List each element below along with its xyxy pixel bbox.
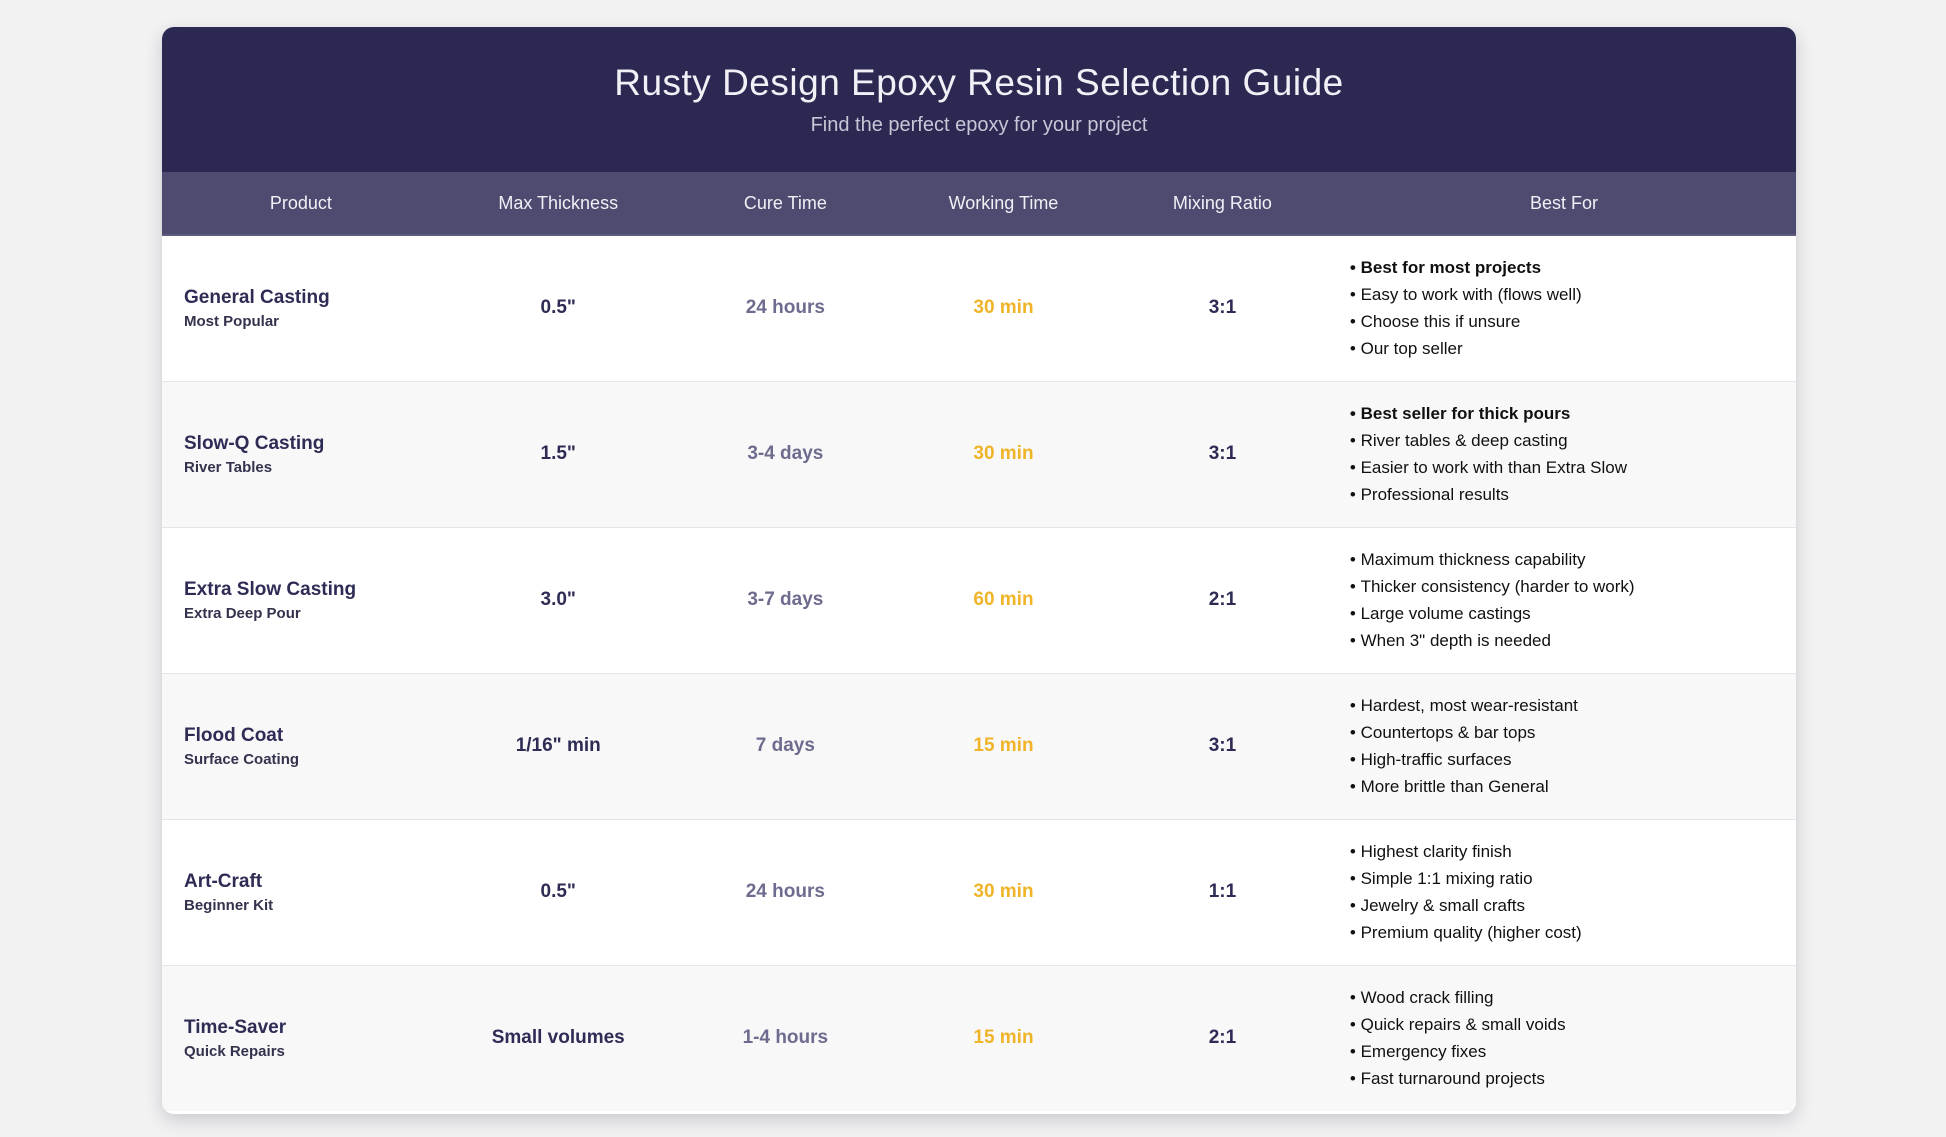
max-thickness-value: Small volumes (440, 965, 677, 1111)
column-header-max-thickness: Max Thickness (440, 172, 677, 235)
table-row-slow-q-casting (162, 381, 1796, 527)
product-tag: Most Popular (184, 313, 280, 331)
best-for-item: • Easy to work with (flows well) (1350, 281, 1782, 308)
working-time-value: 60 min (894, 527, 1113, 673)
best-for-item: • Choose this if unsure (1350, 308, 1782, 335)
mixing-ratio-value: 3:1 (1113, 381, 1332, 527)
card-header (162, 27, 1796, 172)
product-tag: Quick Repairs (184, 1043, 285, 1061)
product-tag: Extra Deep Pour (184, 604, 301, 622)
product-name: General Casting (184, 287, 330, 309)
product-name: Slow-Q Casting (184, 433, 325, 455)
best-for-list (1350, 984, 1782, 1092)
best-for-list (1350, 546, 1782, 654)
best-for-item: • Jewelry & small crafts (1350, 892, 1782, 919)
best-for-item: • Premium quality (higher cost) (1350, 919, 1782, 946)
best-for-item: • Maximum thickness capability (1350, 546, 1782, 573)
mixing-ratio-value: 3:1 (1113, 673, 1332, 819)
cure-time-value: 3-4 days (677, 381, 894, 527)
working-time-value: 30 min (894, 819, 1113, 965)
best-for-item: • Wood crack filling (1350, 984, 1782, 1011)
product-name: Art-Craft (184, 871, 263, 893)
resin-guide-card (162, 27, 1796, 1114)
best-for-item: • Easier to work with than Extra Slow (1350, 454, 1782, 481)
cure-time-value: 24 hours (745, 297, 825, 319)
best-for-item: • Simple 1:1 mixing ratio (1350, 865, 1782, 892)
column-header-product: Product (162, 172, 440, 235)
best-for-item: • Highest clarity finish (1350, 838, 1782, 865)
best-for-list (1350, 400, 1782, 508)
best-for-item: • Fast turnaround projects (1350, 1065, 1782, 1092)
working-time-value: 15 min (894, 673, 1113, 819)
cure-time-value: 7 days (677, 673, 894, 819)
cure-time-value: 1-4 hours (677, 965, 894, 1111)
cure-time-value: 3-7 days (677, 527, 894, 673)
table-row-general-casting (162, 235, 1796, 381)
product-tag: Beginner Kit (184, 896, 274, 914)
best-for-item: • Best seller for thick pours (1350, 400, 1782, 427)
product-tag: Surface Coating (184, 750, 300, 768)
table-row-art-craft (162, 819, 1796, 965)
best-for-item: • Countertops & bar tops (1350, 719, 1782, 746)
best-for-item: • More brittle than General (1350, 773, 1782, 800)
best-for-item: • Thicker consistency (harder to work) (1350, 573, 1782, 600)
best-for-item: • Emergency fixes (1350, 1038, 1782, 1065)
working-time-value: 30 min (894, 381, 1113, 527)
best-for-item: • Hardest, most wear-resistant (1350, 692, 1782, 719)
product-name: Flood Coat (184, 725, 284, 747)
max-thickness-value: 0.5" (440, 819, 677, 965)
table-row-extra-slow-casting (162, 527, 1796, 673)
best-for-item: • Best for most projects (1350, 254, 1782, 281)
best-for-item: • Professional results (1350, 481, 1782, 508)
mixing-ratio-value: 2:1 (1113, 965, 1332, 1111)
best-for-list (1350, 692, 1782, 800)
table-row-flood-coat (162, 673, 1796, 819)
product-name: Time-Saver (184, 1017, 287, 1039)
product-name: Extra Slow Casting (184, 579, 357, 601)
column-header-best-for: Best For (1332, 172, 1796, 235)
mixing-ratio-value: 2:1 (1113, 527, 1332, 673)
max-thickness-value: 1.5" (440, 381, 677, 527)
best-for-list (1350, 254, 1782, 362)
cure-time-value: 24 hours (677, 819, 894, 965)
table-row-time-saver (162, 965, 1796, 1111)
best-for-item: • Our top seller (1350, 335, 1782, 362)
best-for-list (1350, 838, 1782, 946)
working-time-value: 30 min (973, 297, 1034, 319)
max-thickness-value: 1/16" min (440, 673, 677, 819)
resin-table (162, 172, 1796, 1111)
best-for-item: • High-traffic surfaces (1350, 746, 1782, 773)
page-title: Rusty Design Epoxy Resin Selection Guide (614, 62, 1344, 103)
column-header-working-time: Working Time (894, 172, 1113, 235)
mixing-ratio-value: 3:1 (1208, 297, 1237, 319)
best-for-item: • Quick repairs & small voids (1350, 1011, 1782, 1038)
max-thickness-value: 0.5" (540, 297, 576, 319)
best-for-item: • Large volume castings (1350, 600, 1782, 627)
column-header-cure-time: Cure Time (677, 172, 894, 235)
table-header-row (162, 172, 1796, 235)
page-subtitle: Find the perfect epoxy for your project (810, 114, 1148, 136)
mixing-ratio-value: 1:1 (1113, 819, 1332, 965)
best-for-item: • When 3" depth is needed (1350, 627, 1782, 654)
working-time-value: 15 min (894, 965, 1113, 1111)
best-for-item: • River tables & deep casting (1350, 427, 1782, 454)
max-thickness-value: 3.0" (440, 527, 677, 673)
column-header-mixing-ratio: Mixing Ratio (1113, 172, 1332, 235)
product-tag: River Tables (184, 458, 273, 476)
